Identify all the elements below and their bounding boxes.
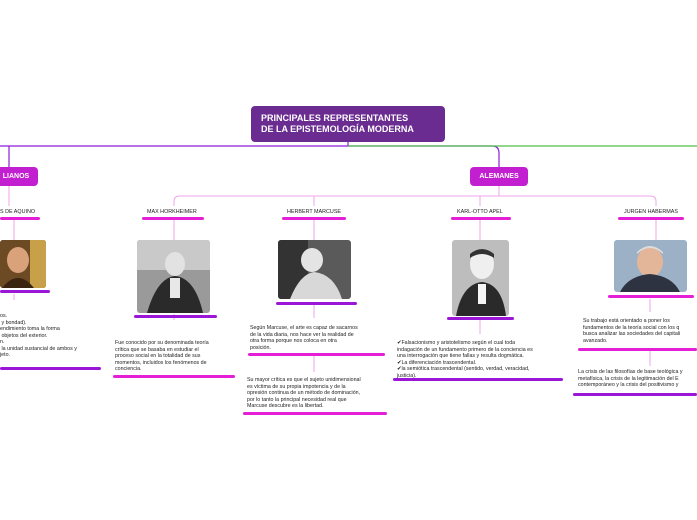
person-name-aquino[interactable]: S DE AQUINO	[0, 209, 36, 215]
name-underline	[142, 217, 204, 220]
photo-underline	[0, 290, 50, 293]
portrait-photo-marcuse	[278, 240, 351, 299]
group-italianos[interactable]: LIANOS	[0, 167, 38, 186]
person-name-apel[interactable]: KARL-OTTO APEL	[457, 209, 503, 215]
portrait-photo-habermas	[614, 240, 687, 292]
person-name-marcuse[interactable]: HERBERT MARCUSE	[287, 209, 342, 215]
text-underline	[393, 378, 563, 381]
photo-underline	[608, 295, 694, 298]
group-alemanes[interactable]: ALEMANES	[470, 167, 528, 186]
person-text-habermas-2[interactable]: La crisis de las filosofías de base teológica y metafísica, la crisis de la legitimación del E contemporáneo y la crisis del positivismo y	[578, 369, 683, 388]
text-underline	[578, 348, 697, 351]
photo-underline	[134, 315, 217, 318]
person-text-marcuse-2[interactable]: Su mayor crítica es que el sujeto unidimensional es víctima de su propia impotencia y de la opresión continua de un método de dominación, por lo tanto la principal necesidad real que Marcuse descubre es la libertad.	[247, 377, 361, 409]
text-underline	[113, 375, 235, 378]
text-underline	[0, 367, 101, 370]
person-name-habermas[interactable]: JURGEN HABERMAS	[624, 209, 678, 215]
person-name-horkheimer[interactable]: MAX HORKHEIMER	[147, 209, 197, 215]
text-underline	[243, 412, 387, 415]
person-text-marcuse-1[interactable]: Según Marcuse, el arte es capaz de sacarnos de la vida diaria, nos hace ver la realidad de otra forma porque nos coloca en otra posición.	[250, 325, 358, 351]
root-topic[interactable]: PRINCIPALES REPRESENTANTES DE LA EPISTEMOLOGÍA MODERNA	[251, 106, 445, 142]
person-text-habermas-1[interactable]: Su trabajo está orientado a poner los fundamentos de la teoría social con los q busca analizar las sociedades del capitali avanzado.	[583, 318, 681, 344]
portrait-photo-aquino	[0, 240, 46, 288]
name-underline	[282, 217, 346, 220]
photo-underline	[447, 317, 514, 320]
name-underline	[618, 217, 684, 220]
text-underline	[573, 393, 697, 396]
person-text-horkheimer[interactable]: Fue conocido por su denominada teoría crítica que se basaba en estudiar el proceso social en la totalidad de sus momentos, incluidos los fenómenos de conciencia.	[115, 340, 209, 372]
photo-underline	[276, 302, 357, 305]
portrait-photo-horkheimer	[137, 240, 210, 313]
person-text-apel[interactable]: ✔Falsacionismo y aristotelismo según el cual toda indagación de un fundamento primero de la conciencia es una interrogación que tiene fallas y resulta dogmática. ✔La diferenciación trascendental. ✔la semiótica trascendental (sentido, verdad, veracidad, justicia).	[397, 340, 533, 379]
person-text-aquino[interactable]: os. y bondad). endimiento toma la forma objetos del exterior. n. la unidad sustancial de ambos y jeto.	[0, 313, 77, 358]
name-underline	[0, 217, 40, 220]
name-underline	[451, 217, 511, 220]
text-underline	[248, 353, 385, 356]
portrait-photo-apel	[452, 240, 509, 316]
